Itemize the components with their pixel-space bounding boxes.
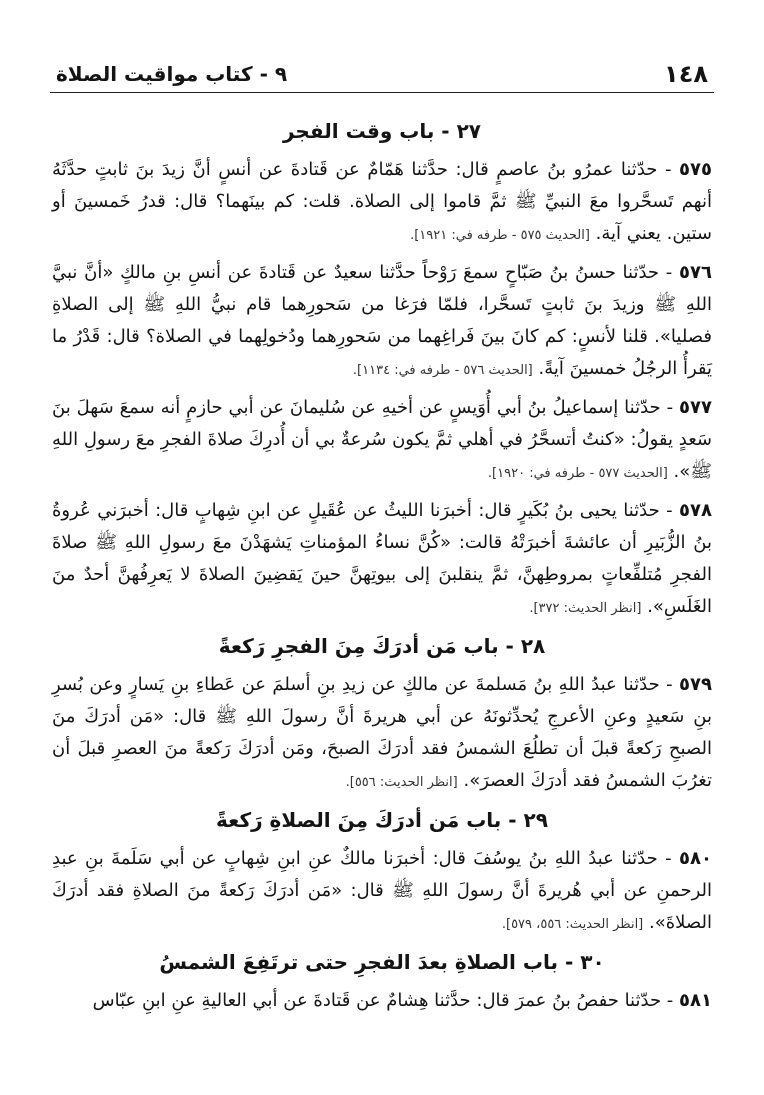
hadith-text: - حدّثنا حسنُ بنُ صَبّاحٍ سمعَ رَوْحاً حدَّثنا سعيدٌ عن قَتادةَ عن أنسِ بنِ مالكٍ «أنَّ نبيَّ اللهِ ﷺ وزيدَ بنَ ثابتٍ تَسحَّرا، فلمّا فرَغا من سَحورِهما قام نبيُّ اللهِ ﷺ إلى الصلاةِ فصليا». قلنا لأنسٍ: كم كانَ بينَ فَراغِهما من سَحورِهما ودُخولِهما في الصلاة؟ قال: قَدْرُ ما يَقرأُ الرجُلُ خمسينَ آيةً. [52, 262, 712, 379]
hadith-paragraph [52, 843, 712, 941]
hadith-number: ٥٧٦ [679, 262, 712, 283]
page-number: ١٤٨ [664, 60, 708, 88]
hadith-reference: [انظر الحديث: ٣٧٢]. [529, 601, 642, 616]
hadith-paragraph [52, 154, 712, 252]
hadith-number: ٥٧٥ [679, 159, 712, 180]
hadith-paragraph [52, 392, 712, 490]
hadith-paragraph [52, 669, 712, 799]
hadith-number: ٥٨٠ [679, 848, 712, 869]
hadith-paragraph [52, 257, 712, 387]
hadith-number: ٥٧٧ [679, 397, 712, 418]
hadith-reference: [الحديث ٥٧٧ - طرفه في: ١٩٢٠]. [487, 466, 668, 481]
chapter-title: ٣٠ - باب الصلاةِ بعدَ الفجرِ حتى ترتَفِعَ الشمسُ [159, 950, 605, 974]
chapter-title: ٢٨ - باب مَن أدرَكَ مِنَ الفجرِ رَكعةً [218, 634, 546, 658]
hadith-text: - حدّثنا عبدُ اللهِ بنُ مَسلمةَ عن مالكٍ عن زيدِ بنِ أسلمَ عن عَطاءِ بنِ يَسارٍ وعن بُسرِ بنِ سَعيدٍ وعنِ الأعرجِ يُحدِّثونَهُ عن أبي هريرةَ أنَّ رسولَ اللهِ ﷺ قال: «مَن أدرَكَ منَ الصبحِ رَكعةً قبلَ أن تطلُعَ الشمسُ فقد أدرَكَ الصبحَ، ومَن أدرَكَ رَكعةً منَ العصرِ قبلَ أن تغرُبَ الشمسُ فقد أدرَكَ العصرَ». [52, 674, 712, 791]
hadith-reference: [الحديث ٥٧٦ - طرفه في: ١١٣٤]. [352, 363, 533, 378]
running-title: ٩ - كتاب مواقيت الصلاة [56, 62, 288, 86]
chapter-title: ٢٩ - باب مَن أدرَكَ مِنَ الصلاةِ رَكعةً [216, 808, 548, 832]
hadith-text: - حدّثنا عبدُ اللهِ بنُ يوسُفَ قال: أخبرَنا مالكٌ عنِ ابنِ شِهابٍ عن أبي سَلَمةَ بنِ عبدِ الرحمنِ عن أبي هُريرةَ أنَّ رسولَ اللهِ ﷺ قال: «مَن أدرَكَ رَكعةً منَ الصلاةِ فقد أدرَكَ الصلاةَ». [52, 848, 712, 933]
hadith-text: - حدّثنا إسماعيلُ بنُ أبي أُوَيسٍ عن أخيهِ عن سُليمانَ عن أبي حازمٍ أنه سمعَ سَهلَ بنَ سَعدٍ يقولُ: «كنتُ أتسحَّرُ في أهلي ثمَّ يكون سُرعةٌ بي أن أُدرِكَ صلاةَ الفجرِ معَ رسولِ اللهِ ﷺ». [52, 397, 712, 482]
hadith-reference: [انظر الحديث: ٥٥٦، ٥٧٩]. [501, 917, 644, 932]
hadith-paragraph [52, 495, 712, 625]
hadith-number: ٥٧٩ [679, 674, 712, 695]
hadith-text: - حدّثنا عمرُو بنُ عاصمٍ قال: حدَّثنا هَمّامٌ عن قَتادةَ عن أنسٍ أنَّ زيدَ بنَ ثابتٍ حدَّثَهُ أنهم تَسحَّروا معَ النبيِّ ﷺ ثمَّ قاموا إلى الصلاة. قلت: كم بينَهما؟ قال: قدرُ خَمسينَ أو ستين. يعني آية. [52, 159, 712, 244]
hadith-reference: [الحديث ٥٧٥ - طرفه في: ١٩٢١]. [410, 228, 590, 243]
hadith-paragraph [52, 985, 712, 1019]
hadith-number: ٥٨١ [679, 990, 712, 1011]
hadith-text: - حدّثنا حفصُ بنُ عمرَ قال: حدَّثنا هِشامٌ عن قَتادةَ عن أبي العاليةِ عنِ ابنِ عبّاس [92, 990, 674, 1011]
page-header [50, 58, 714, 93]
hadith-reference: [انظر الحديث: ٥٥٦]. [345, 775, 458, 790]
page-body [52, 110, 712, 1083]
hadith-number: ٥٧٨ [679, 500, 712, 521]
hadith-text: - حدّثنا يحيى بنُ بُكَيرٍ قال: أخبرَنا الليثُ عن عُقَيلٍ عن ابنِ شِهابٍ قال: أخبرَني عُروةُ بنُ الزُّبَيرِ أن عائشةَ أخبرَتْهُ قالت: «كُنَّ نساءُ المؤمناتِ يَشهَدْنَ معَ رسولِ اللهِ ﷺ صلاةَ الفجرِ مُتلفِّعاتٍ بمروطِهنَّ، ثمَّ ينقلبنَ إلى بيوتِهنَّ حينَ يَقضِينَ الصلاةَ لا يَعرِفُهنَّ أحدٌ منَ الغَلَسِ». [52, 500, 712, 617]
chapter-title: ٢٧ - باب وقت الفجر [282, 119, 481, 143]
